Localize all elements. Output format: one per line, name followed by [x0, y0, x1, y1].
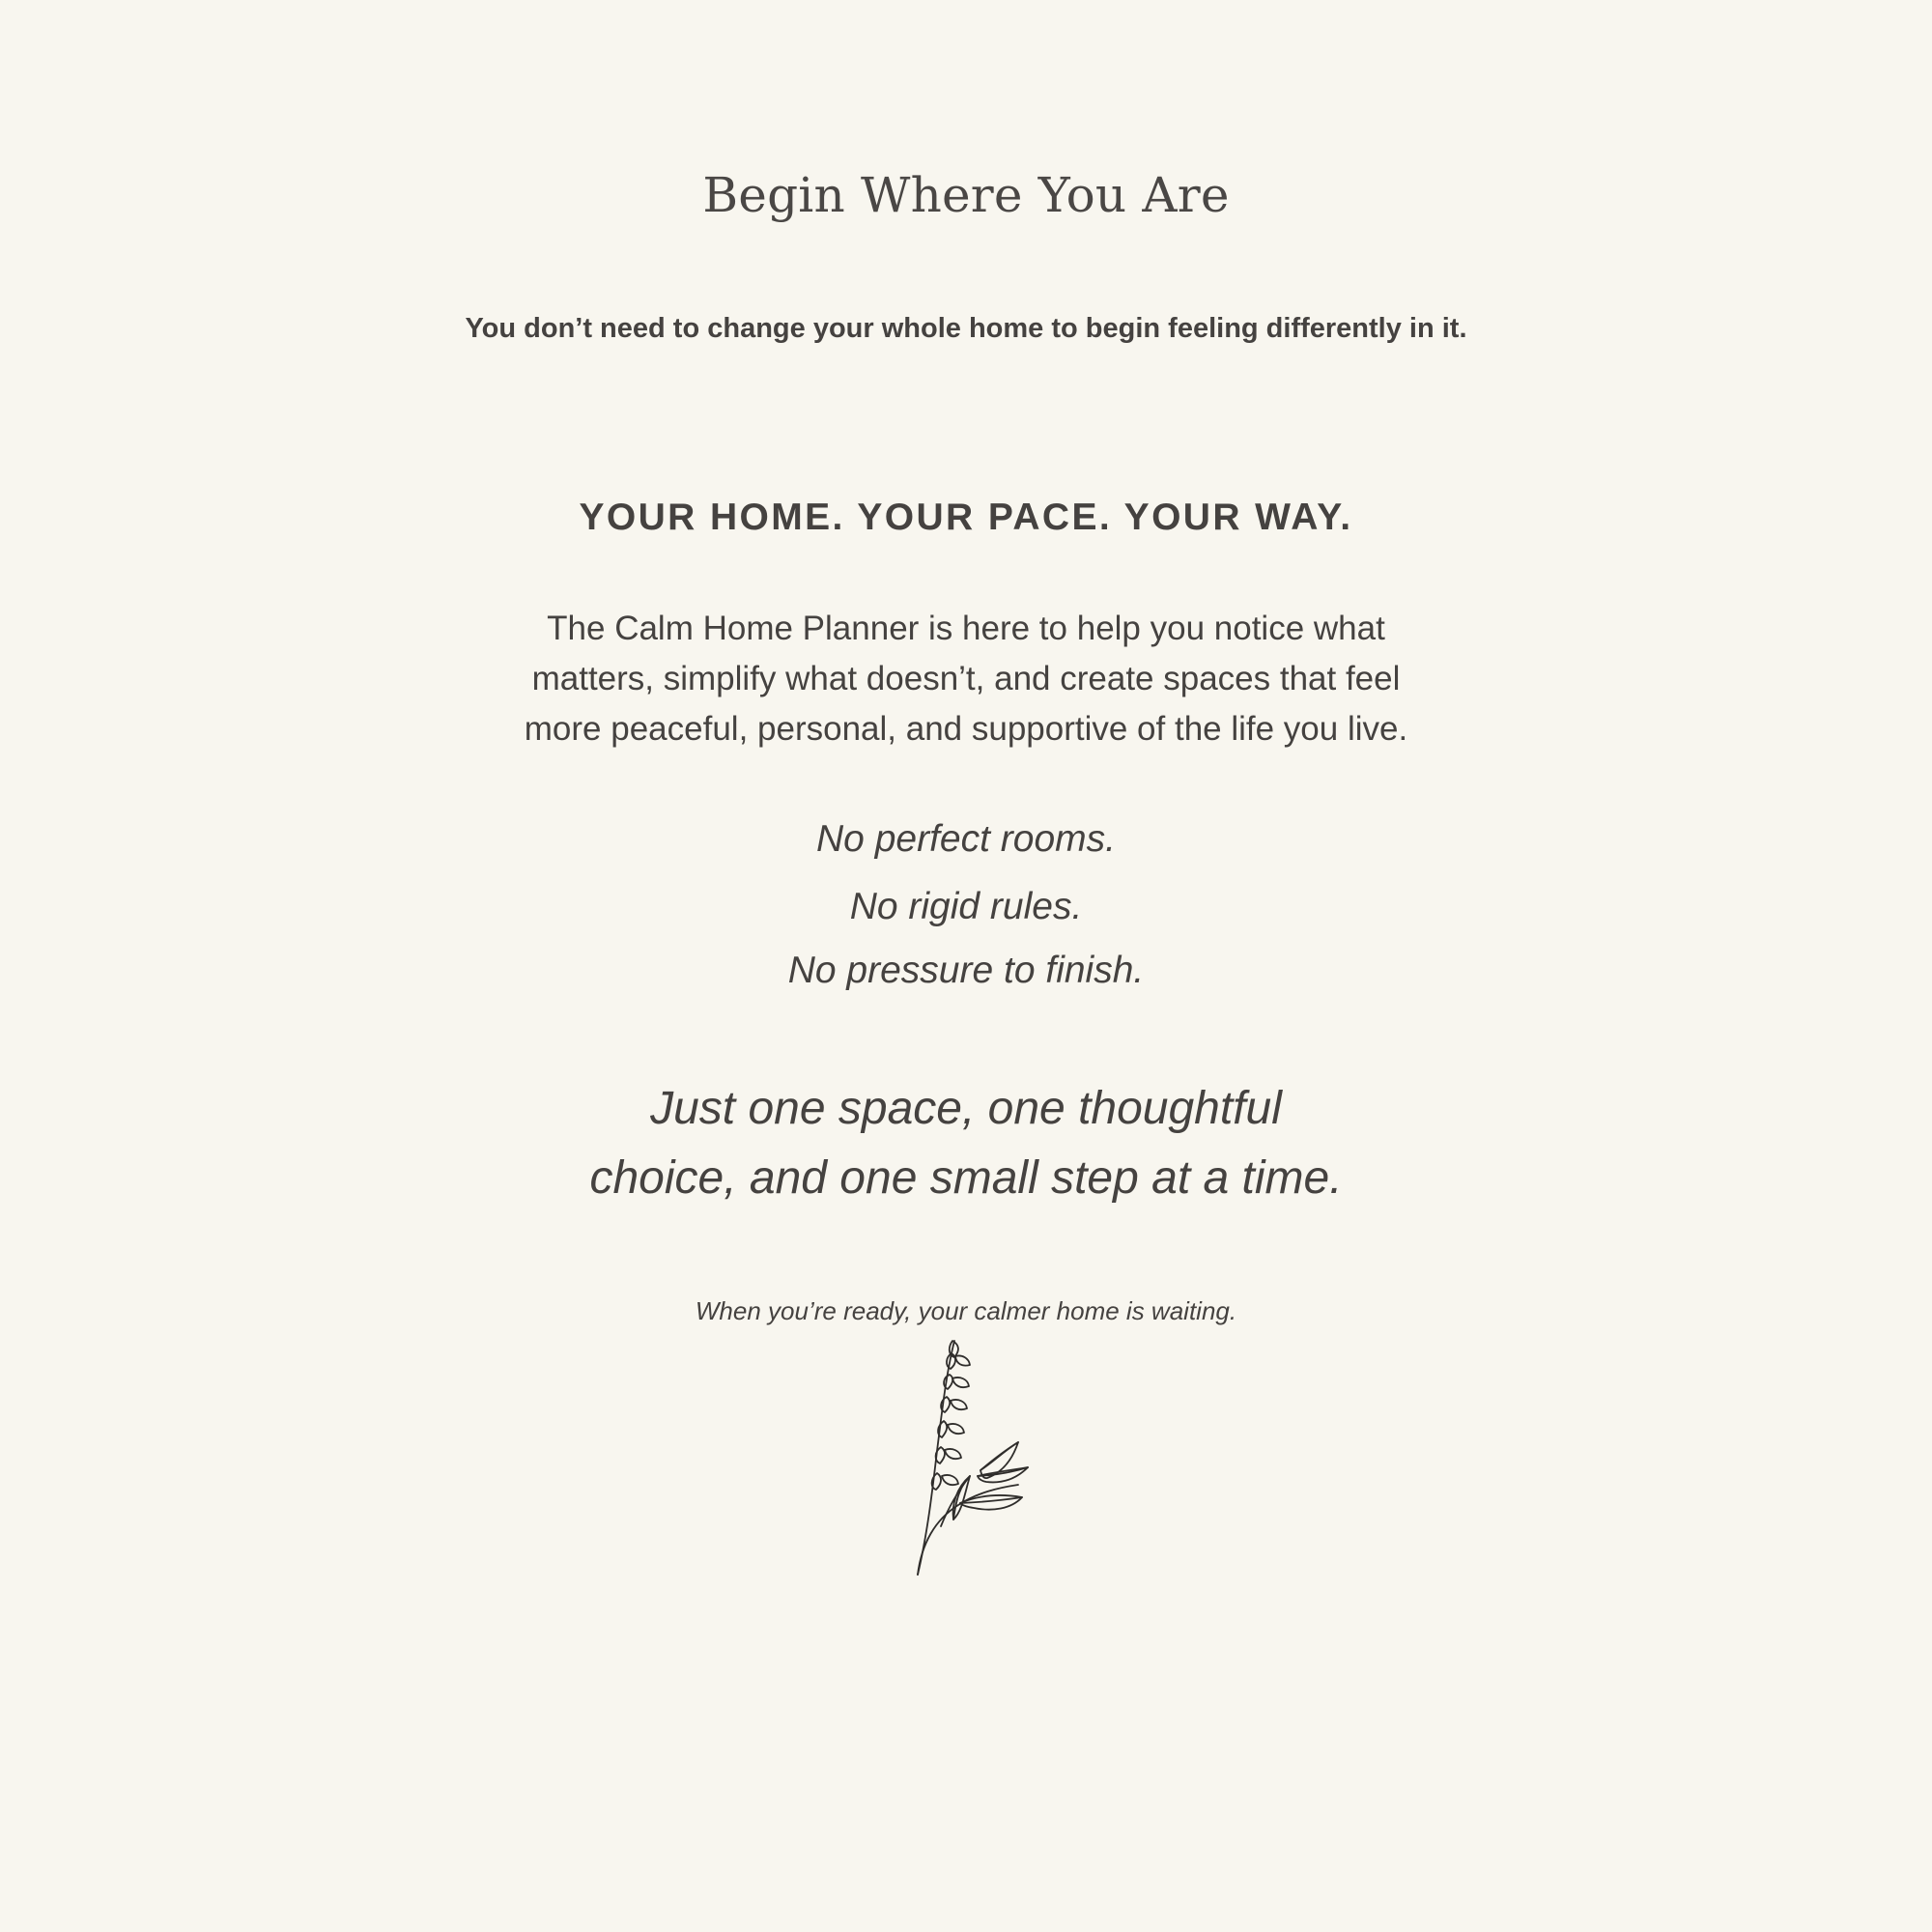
intro-subtitle: You don’t need to change your whole home to begin feeling differently in it.: [465, 313, 1467, 344]
closing-line: choice, and one small step at a time.: [589, 1152, 1343, 1204]
no-pressure-line: No pressure to finish.: [787, 950, 1145, 991]
tagline: YOUR HOME. YOUR PACE. YOUR WAY.: [579, 497, 1353, 539]
no-rigid-rules-line: No rigid rules.: [849, 886, 1083, 927]
closing-line: Just one space, one thoughtful: [650, 1083, 1282, 1134]
description-line: The Calm Home Planner is here to help you notice what: [547, 610, 1385, 647]
waiting-message: When you’re ready, your calmer home is waiting.: [695, 1296, 1237, 1325]
description-line: matters, simplify what doesn’t, and create spaces that feel: [531, 660, 1401, 697]
page-title: Begin Where You Are: [702, 166, 1230, 223]
botanical-sprig-icon: [898, 1333, 1053, 1584]
closing-message: [0, 1074, 1932, 1213]
planner-description: [0, 604, 1932, 754]
description-line: more peaceful, personal, and supportive of the life you live.: [524, 710, 1408, 748]
no-perfect-rooms-line: No perfect rooms.: [816, 818, 1116, 860]
